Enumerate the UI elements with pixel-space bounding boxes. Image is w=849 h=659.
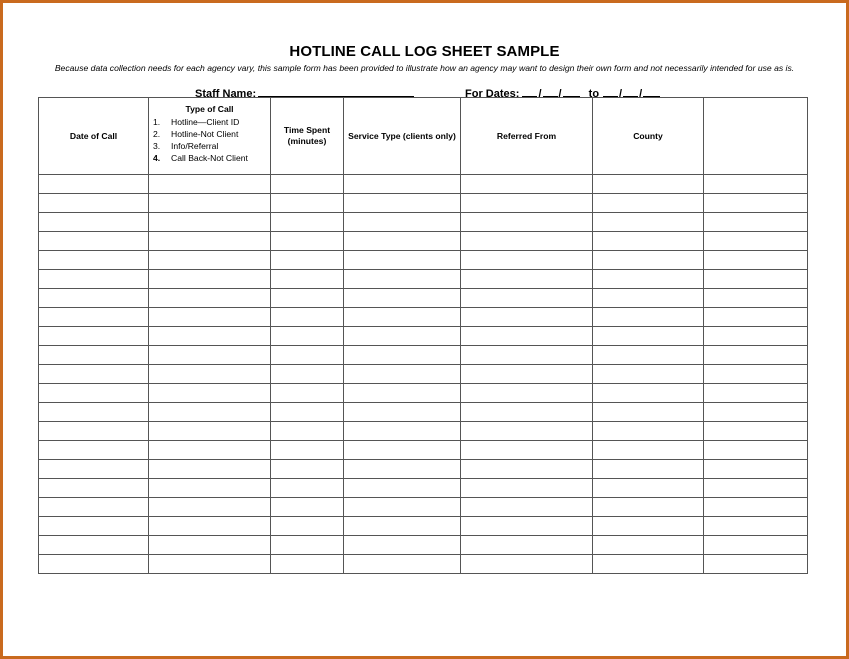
time-spent-cell[interactable] [271,232,344,251]
table-row [39,232,808,251]
call-type-label: Call Back-Not Client [171,153,248,163]
service-type-cell[interactable] [344,232,461,251]
time-spent-cell[interactable] [271,346,344,365]
county-cell[interactable] [593,479,704,498]
type-of-call-cell[interactable] [149,536,271,555]
type-of-call-cell[interactable] [149,403,271,422]
type-of-call-cell[interactable] [149,517,271,536]
county-cell[interactable] [593,365,704,384]
service-type-cell[interactable] [344,213,461,232]
call-type-list [149,116,270,164]
referred-from-cell[interactable] [461,232,593,251]
service-type-cell[interactable] [344,194,461,213]
service-type-cell[interactable] [344,327,461,346]
call-type-label: Hotline—Client ID [171,117,240,127]
county-cell[interactable] [593,403,704,422]
referred-from-cell[interactable] [461,536,593,555]
date-separator: / [558,88,562,100]
date-of-call-cell[interactable] [39,194,149,213]
time-spent-cell[interactable] [271,308,344,327]
call-log-table [38,97,808,574]
county-cell[interactable] [593,270,704,289]
county-cell[interactable] [593,327,704,346]
call-type-item [153,128,270,140]
extra-cell[interactable] [704,479,808,498]
date-separator: / [619,88,623,100]
service-type-cell[interactable] [344,289,461,308]
call-log-body [39,175,808,574]
staff-name-blank[interactable] [258,85,414,97]
referred-from-cell[interactable] [461,441,593,460]
service-type-cell[interactable] [344,479,461,498]
table-row [39,460,808,479]
time-spent-cell[interactable] [271,536,344,555]
date-of-call-cell[interactable] [39,479,149,498]
table-row [39,498,808,517]
service-type-cell[interactable] [344,365,461,384]
county-cell[interactable] [593,517,704,536]
table-row [39,441,808,460]
time-spent-cell[interactable] [271,327,344,346]
extra-cell[interactable] [704,403,808,422]
time-spent-cell[interactable] [271,479,344,498]
service-type-cell[interactable] [344,422,461,441]
county-cell[interactable] [593,536,704,555]
end-month-blank[interactable] [603,85,618,97]
table-row [39,289,808,308]
type-of-call-cell[interactable] [149,365,271,384]
start-month-blank[interactable] [522,85,537,97]
time-spent-cell[interactable] [271,175,344,194]
type-of-call-cell[interactable] [149,270,271,289]
county-cell[interactable] [593,175,704,194]
time-spent-cell[interactable] [271,517,344,536]
dates-label: For Dates: [465,88,520,100]
date-of-call-cell[interactable] [39,498,149,517]
time-spent-cell[interactable] [271,384,344,403]
extra-cell[interactable] [704,213,808,232]
column-header-type-of-call [149,98,271,175]
date-of-call-cell[interactable] [39,365,149,384]
service-type-cell[interactable] [344,536,461,555]
call-type-number: 1. [153,117,161,127]
county-cell[interactable] [593,498,704,517]
referred-from-cell[interactable] [461,422,593,441]
time-spent-cell[interactable] [271,289,344,308]
type-of-call-cell[interactable] [149,175,271,194]
type-of-call-cell[interactable] [149,194,271,213]
log-sheet [3,3,846,656]
date-of-call-cell[interactable] [39,517,149,536]
table-header-row [39,98,808,175]
date-of-call-cell[interactable] [39,232,149,251]
type-of-call-cell[interactable] [149,422,271,441]
date-of-call-cell[interactable] [39,327,149,346]
column-header-time-spent: Time Spent (minutes) [271,98,344,175]
referred-from-cell[interactable] [461,213,593,232]
extra-cell[interactable] [704,251,808,270]
column-header-date-of-call: Date of Call [39,98,149,175]
table-row [39,365,808,384]
extra-cell[interactable] [704,441,808,460]
referred-from-cell[interactable] [461,403,593,422]
start-day-blank[interactable] [543,85,558,97]
extra-cell[interactable] [704,517,808,536]
referred-from-cell[interactable] [461,479,593,498]
call-type-item [153,140,270,152]
service-type-cell[interactable] [344,441,461,460]
end-year-blank[interactable] [643,85,660,97]
extra-cell[interactable] [704,555,808,574]
time-spent-cell[interactable] [271,365,344,384]
date-of-call-cell[interactable] [39,422,149,441]
extra-cell[interactable] [704,327,808,346]
table-row [39,384,808,403]
call-type-number: 2. [153,129,161,139]
extra-cell[interactable] [704,175,808,194]
referred-from-cell[interactable] [461,270,593,289]
extra-cell[interactable] [704,536,808,555]
table-row [39,403,808,422]
county-cell[interactable] [593,441,704,460]
extra-cell[interactable] [704,384,808,403]
type-of-call-cell[interactable] [149,213,271,232]
type-of-call-cell[interactable] [149,308,271,327]
date-of-call-cell[interactable] [39,555,149,574]
type-of-call-cell[interactable] [149,460,271,479]
table-row [39,194,808,213]
time-spent-cell[interactable] [271,213,344,232]
type-of-call-cell[interactable] [149,251,271,270]
call-type-item [153,116,270,128]
time-spent-cell[interactable] [271,555,344,574]
type-of-call-cell[interactable] [149,555,271,574]
service-type-cell[interactable] [344,270,461,289]
start-year-blank[interactable] [563,85,580,97]
county-cell[interactable] [593,422,704,441]
column-header-referred-from: Referred From [461,98,593,175]
date-of-call-cell[interactable] [39,441,149,460]
referred-from-cell[interactable] [461,365,593,384]
county-cell[interactable] [593,384,704,403]
type-of-call-title: Type of Call [185,104,234,114]
county-cell[interactable] [593,194,704,213]
time-spent-cell[interactable] [271,498,344,517]
table-row [39,308,808,327]
referred-from-cell[interactable] [461,289,593,308]
type-of-call-cell[interactable] [149,327,271,346]
extra-cell[interactable] [704,289,808,308]
referred-from-cell[interactable] [461,555,593,574]
time-spent-cell[interactable] [271,270,344,289]
county-cell[interactable] [593,251,704,270]
extra-cell[interactable] [704,194,808,213]
service-type-cell[interactable] [344,308,461,327]
extra-cell[interactable] [704,346,808,365]
call-type-label: Info/Referral [171,141,219,151]
table-row [39,270,808,289]
table-row [39,479,808,498]
column-header-blank [704,98,808,175]
time-spent-cell[interactable] [271,251,344,270]
referred-from-cell[interactable] [461,194,593,213]
county-cell[interactable] [593,555,704,574]
date-of-call-cell[interactable] [39,251,149,270]
staff-name-label: Staff Name: [195,88,257,100]
referred-from-cell[interactable] [461,308,593,327]
date-of-call-cell[interactable] [39,270,149,289]
page-title: HOTLINE CALL LOG SHEET SAMPLE [289,43,560,60]
table-row [39,536,808,555]
date-of-call-cell[interactable] [39,308,149,327]
extra-cell[interactable] [704,270,808,289]
referred-from-cell[interactable] [461,175,593,194]
date-of-call-cell[interactable] [39,175,149,194]
date-of-call-cell[interactable] [39,346,149,365]
county-cell[interactable] [593,308,704,327]
county-cell[interactable] [593,289,704,308]
service-type-cell[interactable] [344,517,461,536]
column-header-service-type: Service Type (clients only) [344,98,461,175]
extra-cell[interactable] [704,422,808,441]
extra-cell[interactable] [704,232,808,251]
form-disclaimer: Because data collection needs for each agency vary, this sample form has been provided to illustrate how an agency may want to design their own form and not necessarily intended for use as is. [54,63,795,73]
time-spent-cell[interactable] [271,441,344,460]
date-of-call-cell[interactable] [39,384,149,403]
end-day-blank[interactable] [623,85,638,97]
date-separator: / [639,88,643,100]
date-of-call-cell[interactable] [39,460,149,479]
county-cell[interactable] [593,213,704,232]
service-type-cell[interactable] [344,498,461,517]
referred-from-cell[interactable] [461,517,593,536]
table-row [39,327,808,346]
date-separator: / [538,88,542,100]
call-type-item [153,152,270,164]
service-type-cell[interactable] [344,403,461,422]
type-of-call-cell[interactable] [149,346,271,365]
call-type-number: 4. [153,153,161,163]
table-row [39,175,808,194]
column-header-county: County [593,98,704,175]
county-cell[interactable] [593,232,704,251]
type-of-call-cell[interactable] [149,498,271,517]
time-spent-cell[interactable] [271,403,344,422]
call-type-number: 3. [153,141,161,151]
referred-from-cell[interactable] [461,346,593,365]
referred-from-cell[interactable] [461,251,593,270]
county-cell[interactable] [593,346,704,365]
referred-from-cell[interactable] [461,460,593,479]
table-row [39,555,808,574]
extra-cell[interactable] [704,498,808,517]
extra-cell[interactable] [704,365,808,384]
table-row [39,422,808,441]
type-of-call-cell[interactable] [149,289,271,308]
table-row [39,517,808,536]
service-type-cell[interactable] [344,175,461,194]
type-of-call-cell[interactable] [149,479,271,498]
type-of-call-cell[interactable] [149,384,271,403]
service-type-cell[interactable] [344,251,461,270]
service-type-cell[interactable] [344,384,461,403]
date-of-call-cell[interactable] [39,536,149,555]
service-type-cell[interactable] [344,346,461,365]
service-type-cell[interactable] [344,460,461,479]
extra-cell[interactable] [704,308,808,327]
referred-from-cell[interactable] [461,327,593,346]
referred-from-cell[interactable] [461,498,593,517]
referred-from-cell[interactable] [461,384,593,403]
time-spent-cell[interactable] [271,194,344,213]
table-row [39,251,808,270]
county-cell[interactable] [593,460,704,479]
type-of-call-cell[interactable] [149,232,271,251]
table-row [39,346,808,365]
service-type-cell[interactable] [344,555,461,574]
table-row [39,213,808,232]
call-type-label: Hotline-Not Client [171,129,239,139]
date-of-call-cell[interactable] [39,289,149,308]
type-of-call-cell[interactable] [149,441,271,460]
dates-to-label: to [588,88,600,100]
extra-cell[interactable] [704,460,808,479]
time-spent-cell[interactable] [271,460,344,479]
date-of-call-cell[interactable] [39,403,149,422]
date-of-call-cell[interactable] [39,213,149,232]
time-spent-cell[interactable] [271,422,344,441]
